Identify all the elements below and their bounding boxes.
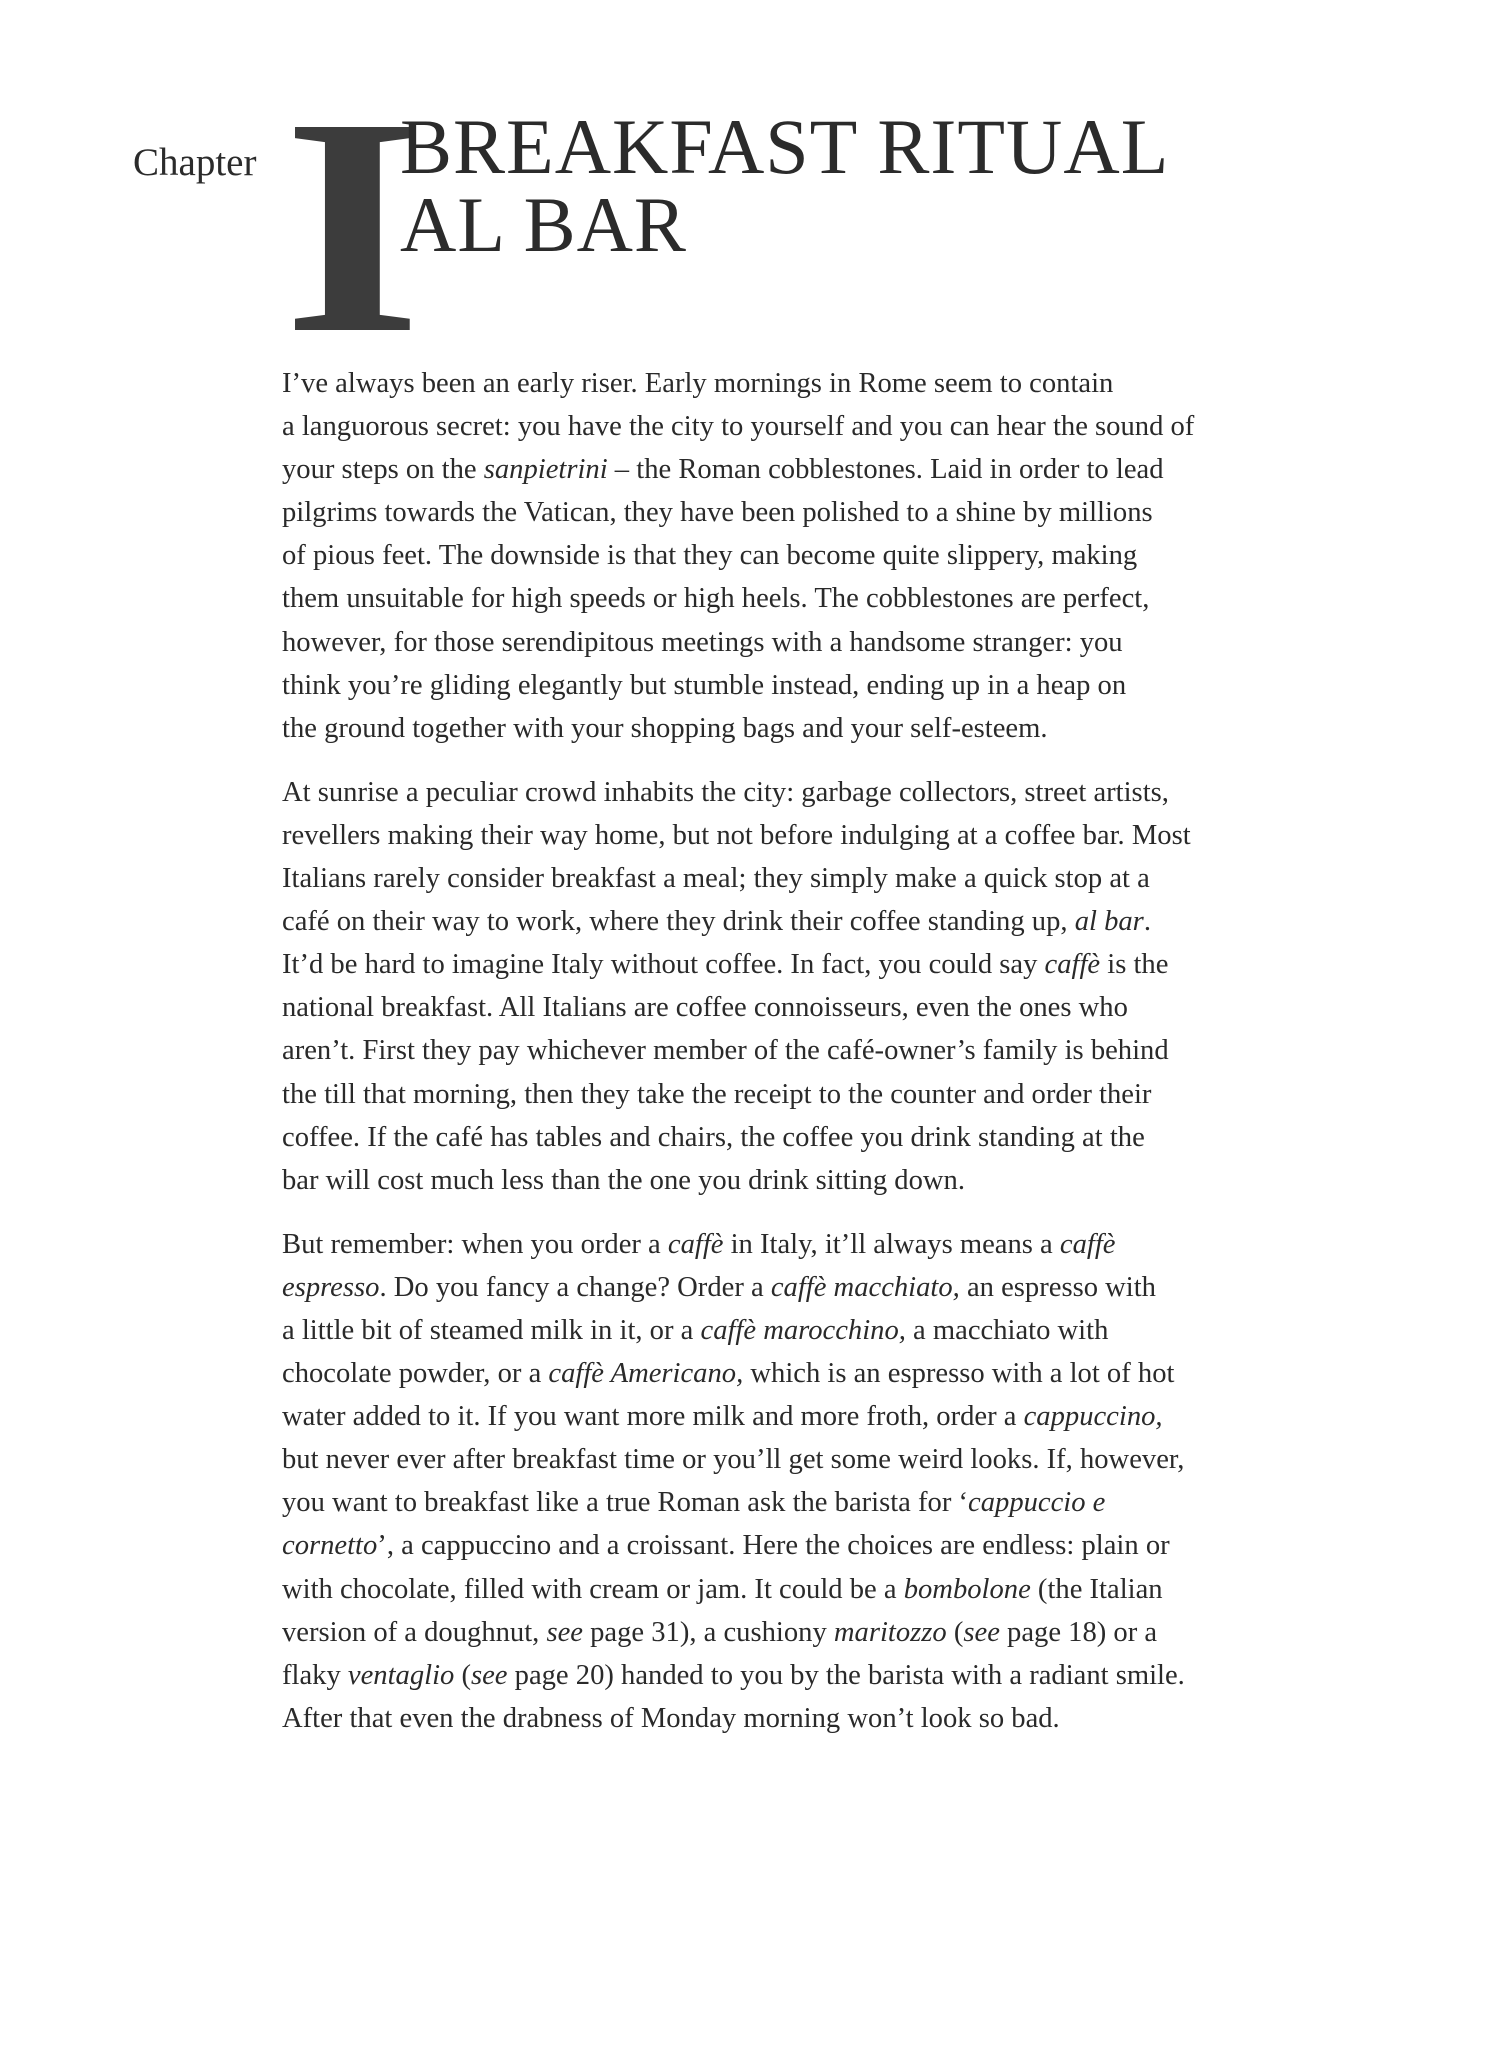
text-segment: coffee. If the café has tables and chairs, the coffee you drink standing at the [282,1121,1145,1153]
text-segment: of pious feet. The downside is that they can become quite slippery, making [282,540,1138,572]
text-line [282,1568,1362,1611]
text-segment: But remember: when you order a [282,1228,668,1260]
chapter-label: Chapter [133,141,257,184]
text-segment: ( [946,1616,964,1648]
italic-term: espresso [282,1271,380,1303]
italic-term: caffè [1059,1228,1116,1260]
italic-term: cappuccino, [1023,1401,1163,1433]
italic-term: caffè Americano, [548,1358,744,1390]
chapter-title [400,103,1170,268]
chapter-numeral: I [283,55,422,398]
text-segment: ( [454,1659,471,1691]
text-line [282,448,1362,491]
text-segment: the ground together with your shopping bags and your self-esteem. [282,712,1048,744]
text-line [282,1481,1362,1524]
text-segment: chocolate powder, or a [282,1358,549,1390]
text-line [282,900,1362,943]
text-segment: your steps on the [282,454,484,486]
text-segment: . Do you fancy a change? Order a [379,1271,771,1303]
text-segment: ’, a cappuccino and a croissant. Here the choices are endless: plain or [377,1530,1170,1562]
text-segment: with chocolate, filled with cream or jam. It could be a [282,1573,904,1605]
text-line [282,707,1362,750]
text-segment: flaky [282,1659,348,1691]
italic-term: see [963,1616,1000,1648]
text-line [282,1266,1362,1309]
italic-term: maritozzo [833,1616,947,1648]
text-segment: I’ve always been an early riser. Early mornings in Rome seem to contain [282,368,1114,399]
text-segment: page 18) or a [999,1616,1158,1648]
text-line [282,405,1362,448]
text-line [282,1352,1362,1395]
text-line [282,1116,1362,1159]
paragraph-1 [282,362,1362,750]
italic-term: caffè [667,1228,724,1260]
text-line [282,1697,1362,1740]
text-line [282,1223,1362,1266]
text-segment: is the [1100,949,1169,981]
text-segment: (the Italian [1030,1573,1163,1605]
text-segment: After that even the drabness of Monday morning won’t look so bad. [282,1702,1060,1734]
text-line [282,664,1362,707]
text-line [282,1159,1362,1202]
text-line [282,814,1362,857]
italic-term: caffè [1044,949,1101,981]
text-segment: a macchiato with [905,1314,1109,1346]
text-segment: a languorous secret: you have the city to yourself and you can hear the sound of [282,411,1195,443]
text-line [282,1395,1362,1438]
text-line [282,857,1362,900]
text-segment: aren’t. First they pay whichever member of the café-owner’s family is behind [282,1035,1169,1067]
text-line [282,534,1362,577]
text-line [282,1654,1362,1697]
text-segment: pilgrims towards the Vatican, they have been polished to a shine by millions [282,497,1153,529]
italic-term: bombolone [903,1573,1031,1605]
text-segment: – the Roman cobblestones. Laid in order to lead [607,454,1164,486]
italic-term: cappuccio e [968,1487,1106,1519]
italic-term: see [470,1659,508,1691]
text-line [282,1309,1362,1352]
text-segment: national breakfast. All Italians are coffee connoisseurs, even the ones who [282,992,1128,1024]
italic-term: ventaglio [347,1659,455,1691]
text-line [282,986,1362,1029]
text-segment: It’d be hard to imagine Italy without coffee. In fact, you could say [282,949,1045,981]
text-line [282,771,1362,814]
text-line [282,491,1362,534]
text-line [282,1611,1362,1654]
text-segment: . [1143,906,1151,938]
paragraph-2 [282,771,1362,1202]
paragraph-3 [282,1223,1362,1740]
text-segment: café on their way to work, where they drink their coffee standing up, [282,906,1075,938]
text-line [282,1029,1362,1072]
text-segment: version of a doughnut, [282,1616,547,1648]
text-segment: At sunrise a peculiar crowd inhabits the city: garbage collectors, street artists, [282,776,1169,808]
text-segment: however, for those serendipitous meetings with a handsome stranger: you [282,626,1123,658]
chapter-title-line-2: AL BAR [400,181,687,268]
italic-term: sanpietrini [483,454,608,486]
text-segment: the till that morning, then they take the receipt to the counter and order their [282,1078,1152,1110]
text-segment: a little bit of steamed milk in it, or a [282,1314,701,1346]
italic-term: caffè marocchino, [700,1314,906,1346]
text-segment: Italians rarely consider breakfast a meal; they simply make a quick stop at a [282,863,1150,895]
text-line [282,577,1362,620]
italic-term: cornetto [282,1530,378,1562]
text-segment: you want to breakfast like a true Roman ask the barista for ‘ [282,1487,969,1519]
text-line [282,1524,1362,1567]
text-line [282,943,1362,986]
text-segment: which is an espresso with a lot of hot [743,1358,1175,1390]
text-line [282,1438,1362,1481]
italic-term: al bar [1074,906,1144,938]
text-segment: but never ever after breakfast time or you’ll get some weird looks. If, however, [282,1444,1185,1476]
text-segment: in Italy, it’ll always means a [723,1228,1060,1260]
text-segment: page 20) handed to you by the barista with a radiant smile. [507,1659,1185,1691]
chapter-title-line-1: BREAKFAST RITUAL [400,103,1170,190]
text-segment: water added to it. If you want more milk and more froth, order a [282,1401,1024,1433]
text-line [282,621,1362,664]
text-line [282,1073,1362,1116]
text-line [282,362,1362,405]
text-segment: revellers making their way home, but not before indulging at a coffee bar. Most [282,819,1191,851]
text-segment: bar will cost much less than the one you drink sitting down. [282,1164,965,1196]
text-segment: them unsuitable for high speeds or high heels. The cobblestones are perfect, [282,583,1150,615]
text-segment: think you’re gliding elegantly but stumble instead, ending up in a heap on [282,669,1127,701]
italic-term: caffè macchiato, [770,1271,960,1303]
italic-term: see [546,1616,583,1648]
body-text [282,362,1362,1761]
text-segment: page 31), a cushiony [582,1616,834,1648]
text-segment: an espresso with [959,1271,1156,1303]
